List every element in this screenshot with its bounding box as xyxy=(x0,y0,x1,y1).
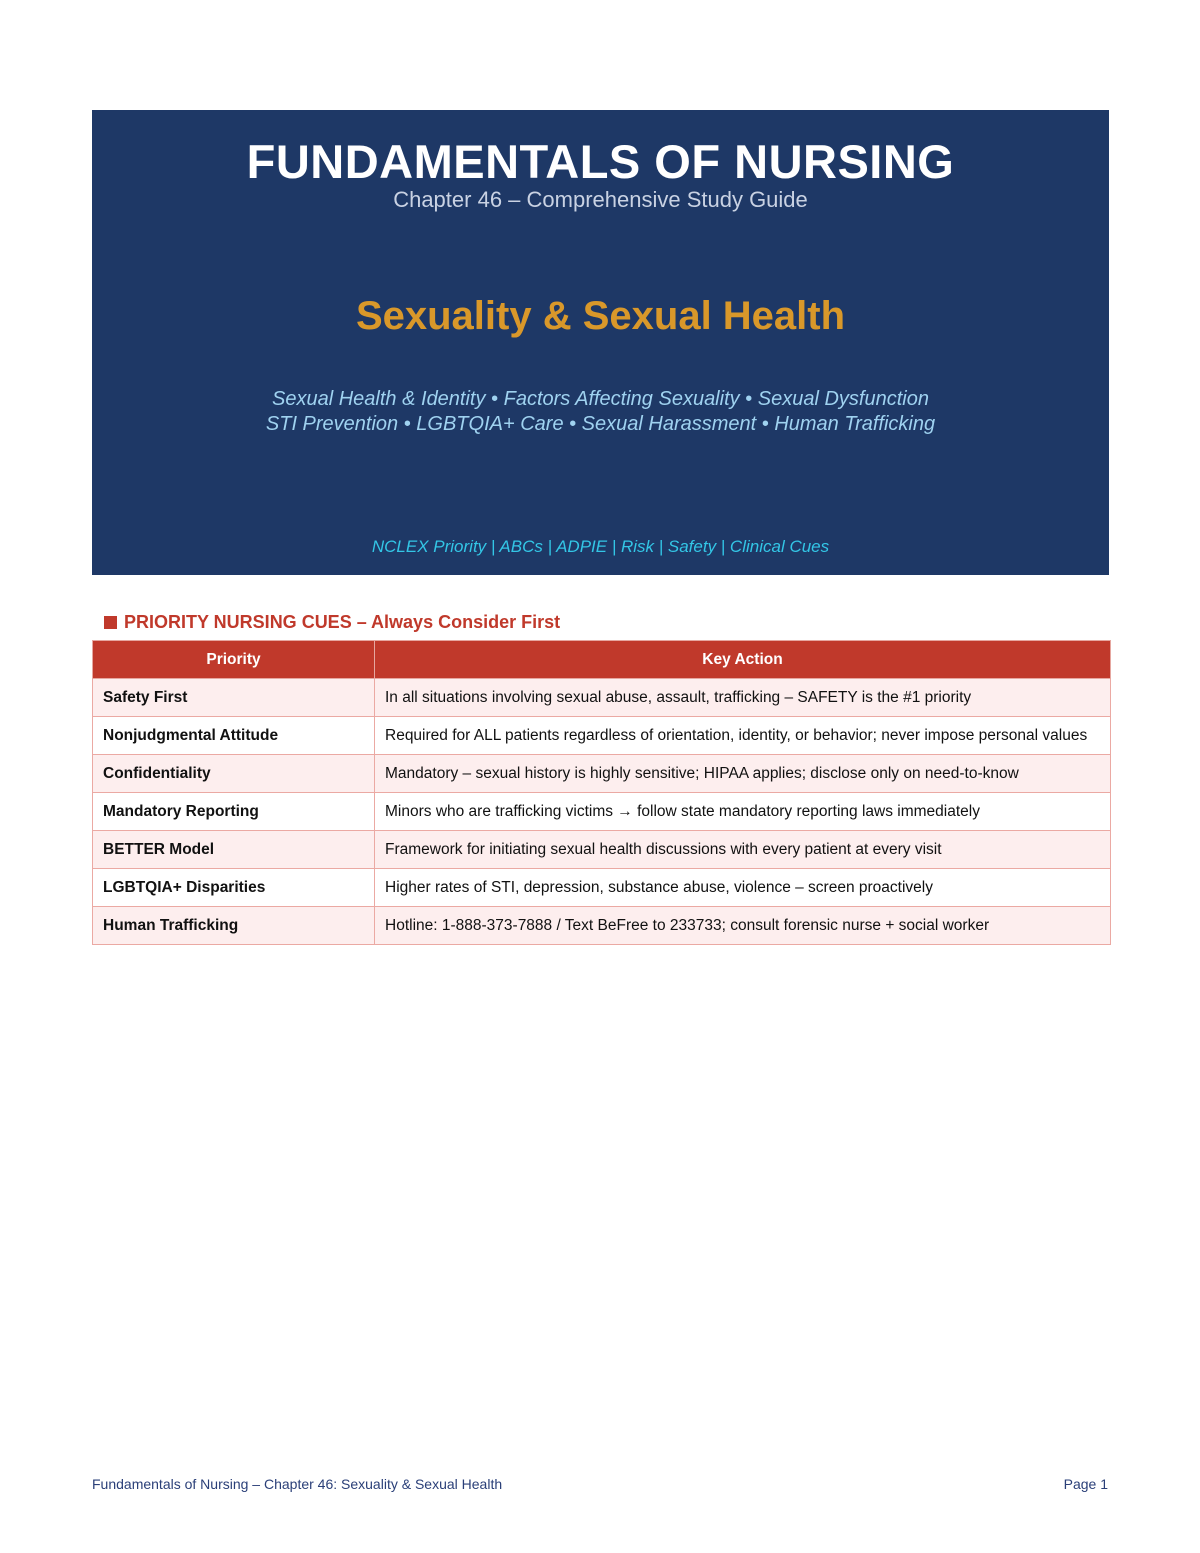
action-cell: Required for ALL patients regardless of orientation, identity, or behavior; never impose personal values xyxy=(375,717,1111,755)
action-cell: Framework for initiating sexual health discussions with every patient at every visit xyxy=(375,831,1111,869)
footer-page-number: Page 1 xyxy=(1063,1476,1108,1492)
table-header-row xyxy=(93,641,1111,679)
table-row xyxy=(93,907,1111,945)
table-row xyxy=(93,755,1111,793)
chapter-topic: Sexuality & Sexual Health xyxy=(355,294,846,338)
action-cell: Higher rates of STI, depression, substance abuse, violence – screen proactively xyxy=(375,869,1111,907)
table-row xyxy=(93,679,1111,717)
action-cell: Mandatory – sexual history is highly sensitive; HIPAA applies; disclose only on need-to-know xyxy=(375,755,1111,793)
column-header-priority: Priority xyxy=(93,641,375,679)
subtopics-line-2: STI Prevention • LGBTQIA+ Care • Sexual Harassment • Human Trafficking xyxy=(265,413,936,435)
priority-cell: LGBTQIA+ Disparities xyxy=(93,869,375,907)
subtopics-line-1: Sexual Health & Identity • Factors Affecting Sexuality • Sexual Dysfunction xyxy=(272,388,929,410)
subtopics xyxy=(92,387,1109,437)
priority-cell: Nonjudgmental Attitude xyxy=(93,717,375,755)
table-row xyxy=(93,717,1111,755)
title-banner xyxy=(92,110,1109,575)
priority-cues-table xyxy=(92,640,1111,945)
square-bullet-icon xyxy=(104,616,117,629)
priority-cell: Human Trafficking xyxy=(93,907,375,945)
table-row xyxy=(93,831,1111,869)
action-cell: In all situations involving sexual abuse, assault, trafficking – SAFETY is the #1 priority xyxy=(375,679,1111,717)
footer-document-title: Fundamentals of Nursing – Chapter 46: Sexuality & Sexual Health xyxy=(92,1476,503,1492)
priority-cell: Mandatory Reporting xyxy=(93,793,375,831)
document-title: FUNDAMENTALS OF NURSING xyxy=(246,135,955,188)
table-row xyxy=(93,793,1111,831)
priority-cell: Safety First xyxy=(93,679,375,717)
section-heading-text: PRIORITY NURSING CUES – Always Consider First xyxy=(124,612,561,632)
priority-tags: NCLEX Priority | ABCs | ADPIE | Risk | Safety | Clinical Cues xyxy=(371,537,830,556)
table-row xyxy=(93,869,1111,907)
priority-cell: BETTER Model xyxy=(93,831,375,869)
action-cell: Hotline: 1-888-373-7888 / Text BeFree to 233733; consult forensic nurse + social worker xyxy=(375,907,1111,945)
section-heading xyxy=(104,612,560,633)
priority-cell: Confidentiality xyxy=(93,755,375,793)
document-subtitle: Chapter 46 – Comprehensive Study Guide xyxy=(393,187,808,212)
action-cell: Minors who are trafficking victims → follow state mandatory reporting laws immediately xyxy=(375,793,1111,831)
column-header-key-action: Key Action xyxy=(375,641,1111,679)
